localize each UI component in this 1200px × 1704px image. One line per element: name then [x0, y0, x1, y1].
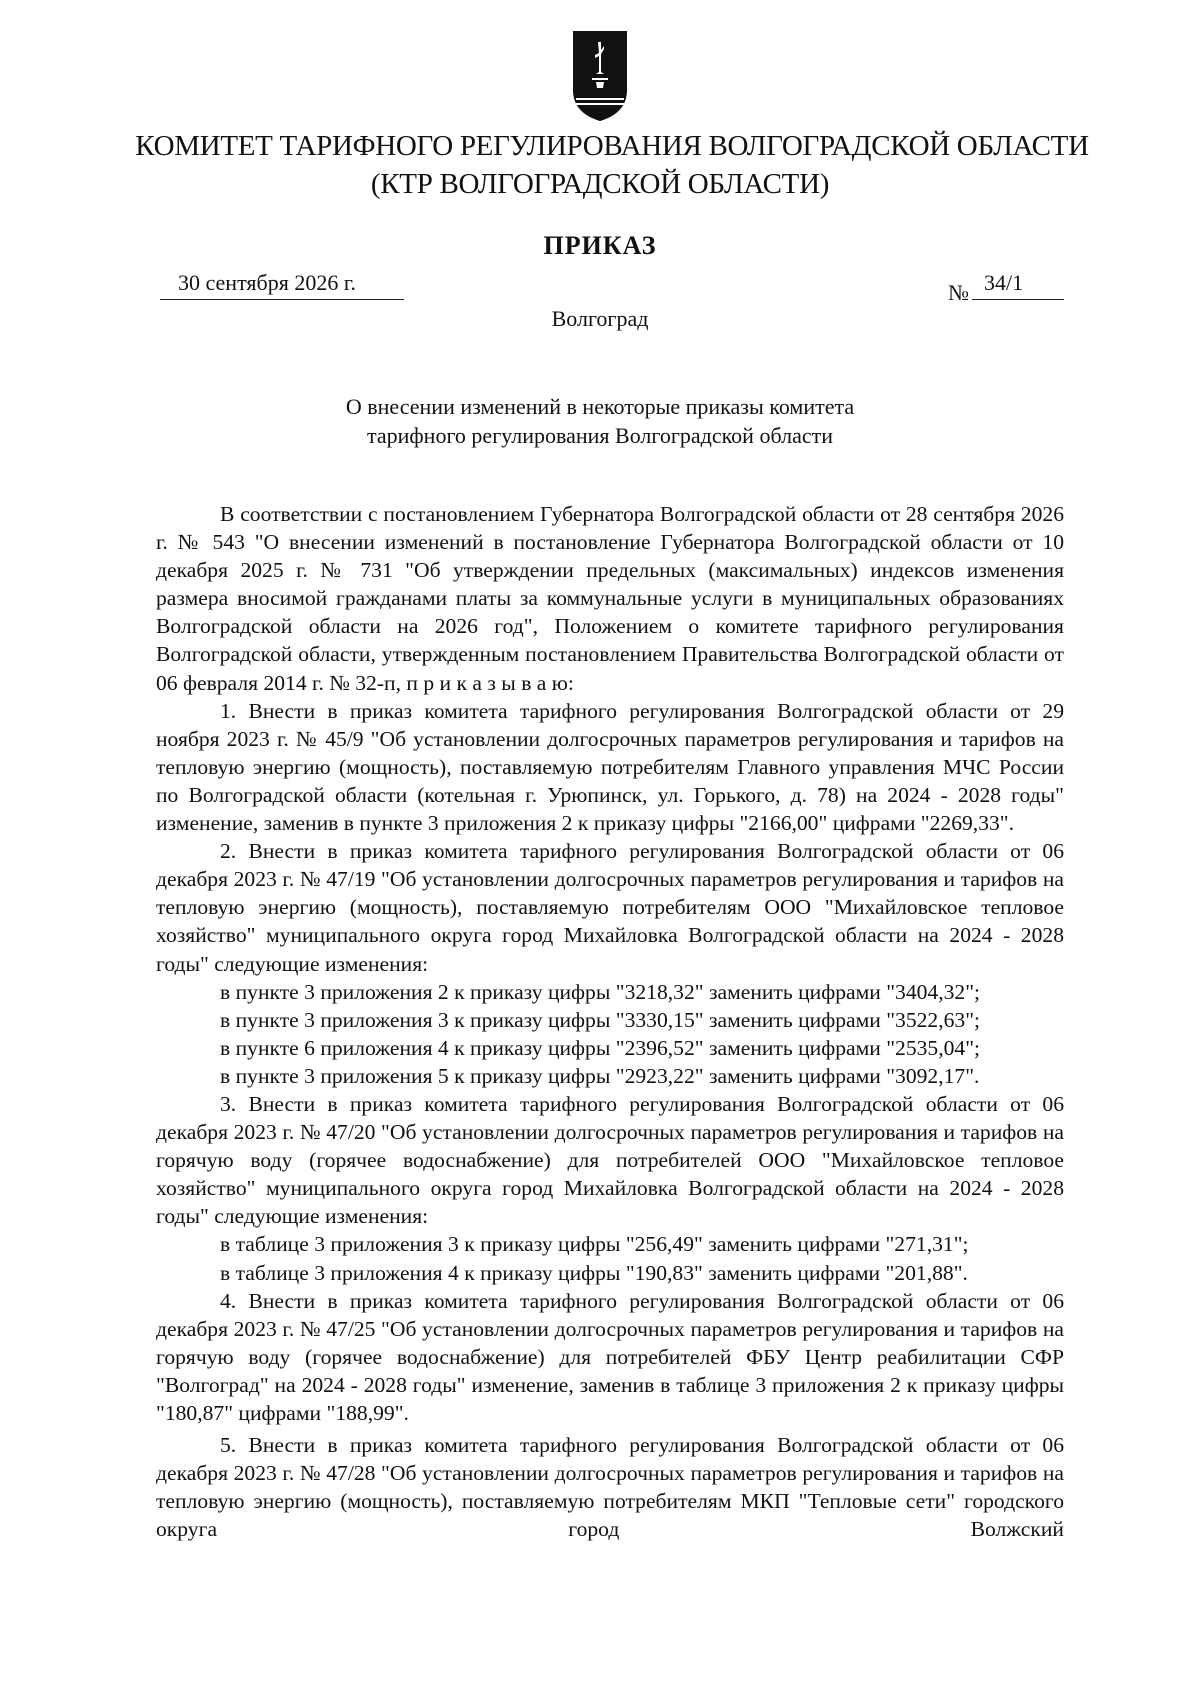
document-city: Волгоград — [551, 306, 649, 331]
document-number: 34/1 — [984, 270, 1024, 295]
document-type-title: ПРИКАЗ — [543, 231, 657, 260]
item-3-paragraph: 3. Внести в приказ комитета тарифного регулирования Волгоградской области от 06 декабря 2023 г. № 47/20 "Об установлении долгосрочных параметров регулирования и тарифов на горячую воду (горячее водоснабжение) для потребителей ООО "Михайловское тепловое хозяйство" муниципального округа город Михайловка Волгоградской области на 2024 - 2028 годы" следующие изменения: — [156, 1091, 1064, 1229]
item-5-paragraph: 5. Внести в приказ комитета тарифного регулирования Волгоградской области от 06 декабря 2023 г. № 47/28 "Об установлении долгосрочных параметров регулирования и тарифов на тепловую энергию (мощность), поставляемую потребителям МКП "Тепловые сети" городского округа город Волжский — [156, 1433, 1064, 1542]
date-underline — [160, 299, 404, 300]
organization-name: КОМИТЕТ ТАРИФНОГО РЕГУЛИРОВАНИЯ ВОЛГОГРАДСКОЙ ОБЛАСТИ — [135, 130, 1089, 162]
item-2-change: в пункте 6 приложения 4 к приказу цифры "2396,52" заменить цифрами "2535,04"; — [220, 1035, 981, 1060]
subject-line-1: О внесении изменений в некоторые приказы комитета — [345, 394, 855, 419]
document-body — [156, 500, 1064, 1543]
item-2-paragraph: 2. Внести в приказ комитета тарифного регулирования Волгоградской области от 06 декабря 2023 г. № 47/19 "Об установлении долгосрочных параметров регулирования и тарифов на тепловую энергию (мощность), поставляемую потребителям ООО "Михайловское тепловое хозяйство" муниципального округа город Михайловка Волгоградской области на 2024 - 2028 годы" следующие изменения: — [156, 839, 1064, 976]
item-1-paragraph: 1. Внести в приказ комитета тарифного регулирования Волгоградской области от 29 ноября 2023 г. № 45/9 "Об установлении долгосрочных параметров регулирования и тарифов на тепловую энергию (мощность), поставляемую потребителям Главного управления МЧС России по Волгоградской области (котельная г. Урюпинск, ул. Горького, д. 78) на 2024 - 2028 годы" изменение, заменив в пункте 3 приложения 2 к приказу цифры "2166,00" цифрами "2269,33". — [156, 698, 1064, 836]
item-2-change: в пункте 3 приложения 3 к приказу цифры "3330,15" заменить цифрами "3522,63"; — [220, 1007, 981, 1032]
subject-line-2: тарифного регулирования Волгоградской области — [367, 423, 833, 448]
item-2-change: в пункте 3 приложения 5 к приказу цифры "2923,22" заменить цифрами "3092,17". — [220, 1063, 980, 1088]
number-sign: № — [948, 280, 969, 305]
item-2-change: в пункте 3 приложения 2 к приказу цифры "3218,32" заменить цифрами "3404,32"; — [220, 979, 981, 1004]
document-date: 30 сентября 2026 г. — [178, 270, 356, 295]
preamble-paragraph: В соответствии с постановлением Губернатора Волгоградской области от 28 сентября 2026 г. № 543 "О внесении изменений в постановление Губернатора Волгоградской области от 10 декабря 2025 г. № 731 "Об утверждении предельных (максимальных) индексов изменения размера вносимой гражданами платы за коммунальные услуги в муниципальных образованиях Волгоградской области на 2026 год", Положением о комитете тарифного регулирования Волгоградской области, утвержденным постановлением Правительства Волгоградской области от 06 февраля 2014 г. № 32-п, п р и к а з ы в а ю: — [156, 502, 1064, 695]
number-underline — [972, 299, 1064, 300]
item-3-change: в таблице 3 приложения 4 к приказу цифры "190,83" заменить цифрами "201,88". — [220, 1260, 968, 1285]
organization-short-name: (КТР ВОЛГОГРАДСКОЙ ОБЛАСТИ) — [370, 168, 830, 200]
coat-of-arms-emblem — [570, 28, 630, 124]
item-3-change: в таблице 3 приложения 3 к приказу цифры "256,49" заменить цифрами "271,31"; — [220, 1232, 969, 1257]
item-4-paragraph: 4. Внести в приказ комитета тарифного регулирования Волгоградской области от 06 декабря 2023 г. № 47/25 "Об установлении долгосрочных параметров регулирования и тарифов на горячую воду (горячее водоснабжение) для потребителей ФБУ Центр реабилитации СФР "Волгоград" на 2024 - 2028 годы" изменение, заменив в таблице 3 приложения 2 к приказу цифры "180,87" цифрами "188,99". — [156, 1288, 1064, 1425]
